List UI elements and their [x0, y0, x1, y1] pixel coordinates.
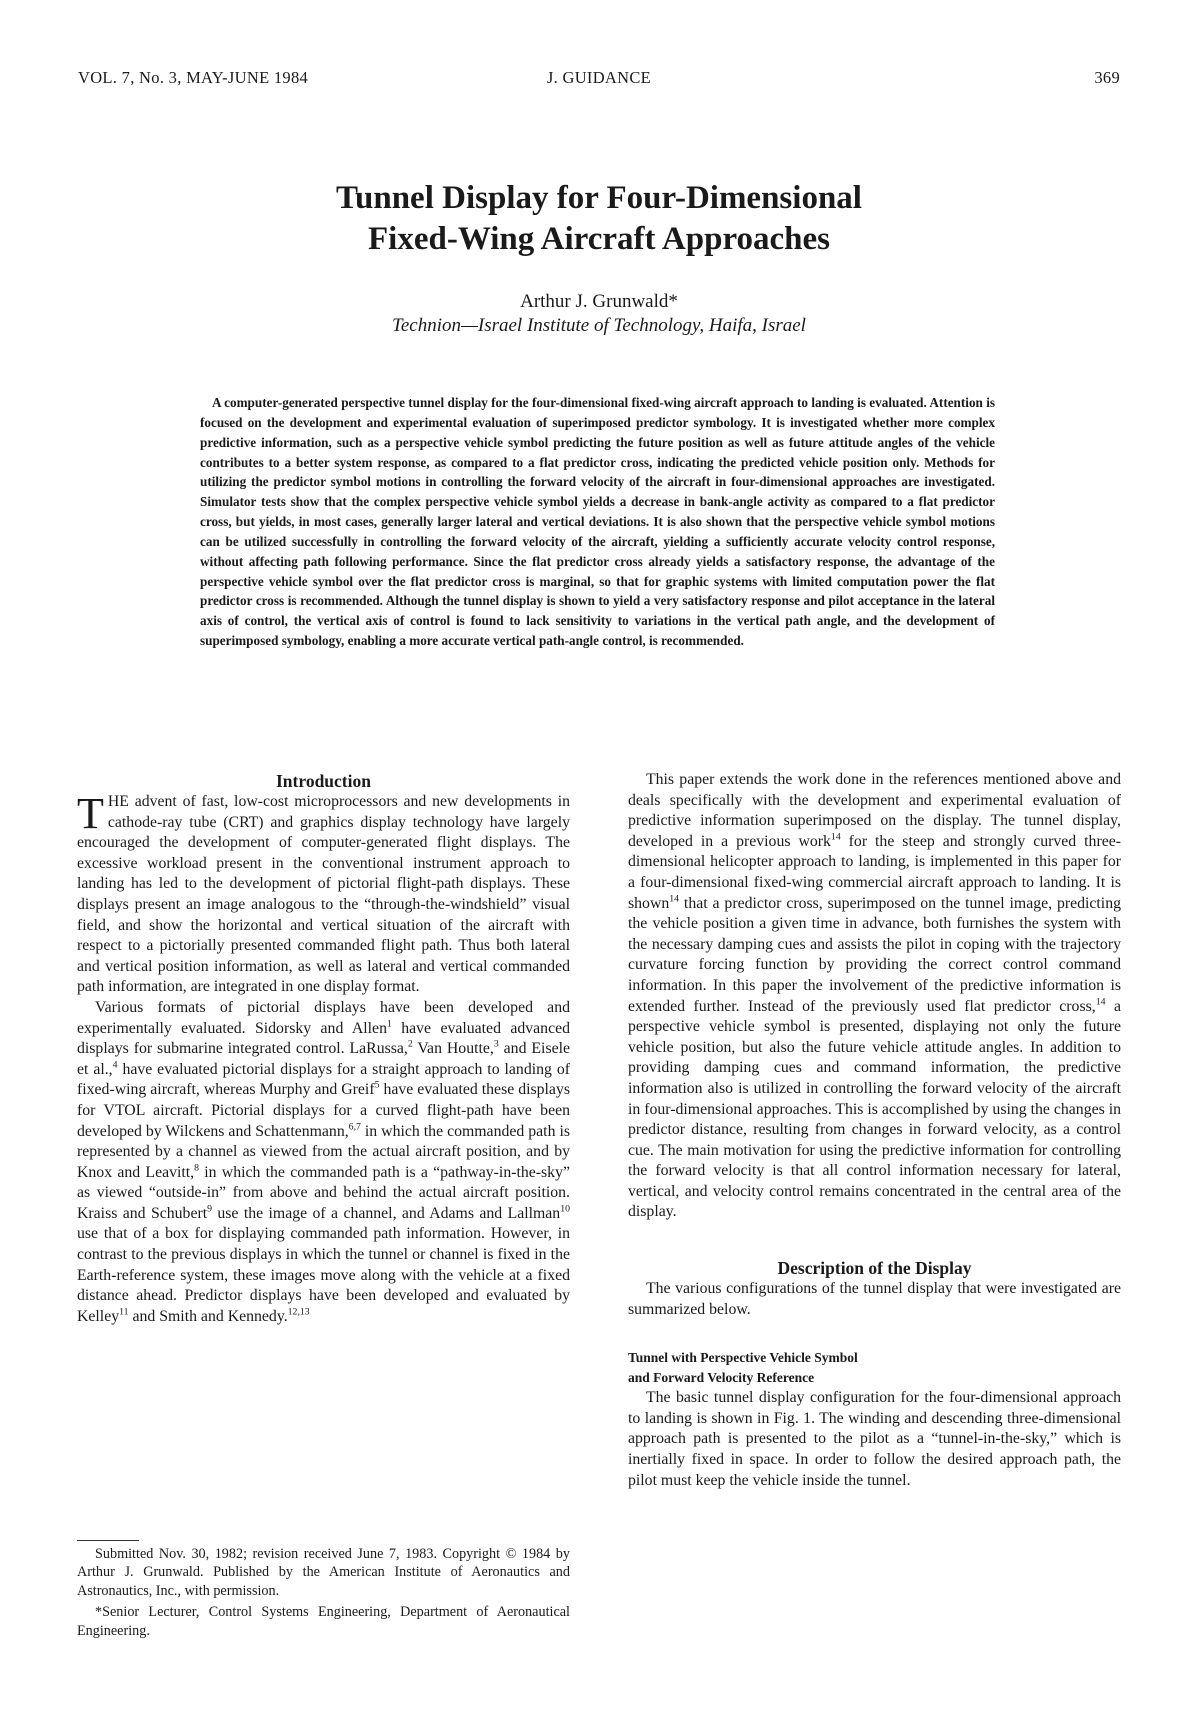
text-run: Van Houtte,: [412, 1040, 494, 1058]
footnote-submission: Submitted Nov. 30, 1982; revision received June 7, 1983. Copyright © 1984 by Arthur J. Grunwald. Published by the American Institute of Aeronautics and Astronautics, Inc., with permission.: [77, 1546, 570, 1599]
journal-volume: VOL. 7, No. 3, MAY-JUNE 1984: [78, 68, 309, 87]
text-run: for the steep and strongly curved three-dimensional helicopter approach to landing, is implemented in this paper for a four-dimensional fixed-wing commercial aircraft approach to landing. It is shown: [628, 832, 1121, 912]
text-run: a perspective vehicle symbol is presented, displaying not only the future vehicle position, but also the future vehicle attitude angles. In addition to providing damping cues and command information, the predictive information also is utilized in controlling the forward velocity of the aircraft in four-dimensional approaches. This is accomplished by using the changes in predictor distance, resulting from changes in forward velocity, as a control cue. The main motivation for using the predictive information for controlling the forward velocity is that all control information necessary for lateral, vertical, and velocity control remains concentrated in the central area of the display.: [628, 997, 1121, 1221]
text-run: use that of a box for displaying commanded path information. However, in contrast to the previous displays in which the tunnel or channel is fixed in the Earth-reference system, these images move along with the vehicle at a fixed distance ahead. Predictor displays have been developed and evaluated by Kelley: [77, 1225, 570, 1325]
text-run: and Eisele et al.,: [77, 1040, 571, 1078]
left-column: [77, 770, 570, 1327]
footnote-rule: [77, 1540, 139, 1541]
text-run: Various formats of pictorial displays have been developed and experimentally evaluated. Sidorsky and Allen: [77, 998, 570, 1037]
reference-marker: 9: [207, 1203, 212, 1215]
reference-marker: 5: [374, 1080, 380, 1092]
subsection-heading: [628, 1348, 1121, 1388]
reference-marker: 14: [830, 831, 841, 843]
reference-marker: 8: [194, 1162, 199, 1174]
description-heading: Description of the Display: [777, 1258, 972, 1279]
subsection-heading-line-1: Tunnel with Perspective Vehicle Symbol: [628, 1350, 858, 1366]
text-run: in which the commanded path is represented by a channel as viewed from the actual aircraft position, and by Knox and Leavitt,: [77, 1122, 570, 1181]
text-run: use the image of a channel, and Adams and Lallman: [212, 1204, 561, 1222]
introduction-heading: Introduction: [276, 771, 371, 791]
right-column: [628, 770, 1121, 1491]
running-head: [78, 68, 1120, 90]
paper-title-line-2: Fixed-Wing Aircraft Approaches: [368, 221, 830, 257]
subsection-paragraph: The basic tunnel display configuration for the four-dimensional approach to landing is shown in Fig. 1. The winding and descending three-dimensional approach path is presented to the pilot as a “tunnel-in-the-sky,” which is inertially fixed in space. In order to follow the desired approach path, the pilot must keep the vehicle inside the tunnel.: [628, 1389, 1121, 1489]
description-paragraph: The various configurations of the tunnel display that were investigated are summarized below.: [628, 1280, 1121, 1318]
author-affiliation: Technion—Israel Institute of Technology, Haifa, Israel: [392, 315, 806, 336]
introduction-paragraph-1: [77, 789, 570, 998]
right-paragraph-1: [628, 770, 1121, 1223]
reference-marker: 11: [119, 1306, 129, 1318]
text-run: and Smith and Kennedy.: [128, 1307, 288, 1325]
page-number: 369: [1094, 68, 1120, 87]
reference-marker: 3: [493, 1038, 499, 1050]
abstract-text: A computer-generated perspective tunnel display for the four-dimensional fixed-wing aircraft approach to landing is evaluated. Attention is focused on the development and experimental evaluation of superimposed predictor symbology. It is investigated whether more complex predictive information, such as a perspective vehicle symbol predicting the future position as well as future attitude angles of the vehicle contributes to a better system response, as compared to a flat predictor cross, indicating the predicted vehicle position only. Methods for utilizing the predictor symbol motions in controlling the forward velocity of the aircraft in four-dimensional approaches are investigated. Simulator tests show that the complex perspective vehicle symbol yields a decrease in bank-angle activity as compared to a flat predictor cross, but yields, in most cases, generally larger lateral and vertical deviations. It is also shown that the perspective vehicle symbol motions can be utilized successfully in controlling the forward velocity of the aircraft, yielding a sufficiently accurate velocity control response, without affecting path following performance. Since the flat predictor cross already yields a satisfactory response, the advantage of the perspective vehicle symbol over the flat predictor cross is marginal, so that for graphic systems with limited computation power the flat predictor cross is recommended. Although the tunnel display is shown to yield a very satisfactory response and pilot acceptance in the lateral axis of control, the vertical axis of control is found to lack sensitivity to variations in the vertical path angle, and the development of superimposed symbology, enabling a more accurate vertical path-angle control, is recommended.: [200, 395, 995, 649]
section-spacer: [628, 1223, 1121, 1257]
author-name: Arthur J. Grunwald*: [520, 291, 678, 312]
paper-title-line-1: Tunnel Display for Four-Dimensional: [336, 180, 862, 216]
reference-marker: 1: [386, 1018, 392, 1030]
footnotes: [77, 1545, 570, 1643]
reference-marker: 10: [560, 1203, 570, 1215]
drop-cap: T: [77, 789, 104, 838]
subsection-heading-line-2: and Forward Velocity Reference: [628, 1370, 815, 1386]
reference-marker: 12,13: [287, 1306, 310, 1318]
text-run: This paper extends the work done in the references mentioned above and deals specifically with the development and experimental evaluation of predictive information superimposed on the display. The tunnel display, developed in a previous work: [628, 771, 1121, 850]
reference-marker: 14: [1095, 996, 1106, 1008]
text-run: in which the commanded path is a “pathway-in-the-sky” as viewed “outside-in” from above and behind the actual aircraft position. Kraiss and Schubert: [77, 1163, 570, 1222]
text-run: have evaluated pictorial displays for a straight approach to landing of fixed-wing aircraft, whereas Murphy and Greif: [77, 1060, 570, 1099]
reference-marker: 6,7: [348, 1121, 361, 1133]
journal-name: J. GUIDANCE: [546, 68, 652, 87]
text-run: that a predictor cross, superimposed on the tunnel image, predicting the vehicle position a given time in advance, both furnishes the system with the necessary damping cues and assists the pilot in coping with the trajectory curvature forcing function by providing the correct control command information. In this paper the involvement of the predictive information is extended further. Instead of the previously used flat predictor cross,: [628, 894, 1121, 1015]
introduction-paragraph-1-text: HE advent of fast, low-cost microprocessors and new developments in cathode-ray tube (CRT) and graphics display technology have largely encouraged the development of computer-generated flight displays. The excessive workload present in the conventional instrument approach to landing has led to the development of pictorial flight-path displays. These displays present an image analogous to the “through-the-windshield” visual field, and show the horizontal and vertical situation of the aircraft with respect to a pictorially presented commanded flight path. Thus both lateral and vertical position information, as well as lateral and vertical commanded path information, are integrated in one display format.: [77, 793, 570, 996]
abstract: [200, 393, 995, 651]
reference-marker: 14: [669, 893, 680, 905]
text-run: have evaluated these displays for VTOL aircraft. Pictorial displays for a curved flight-path have been developed by Wilckens and Schattenmann,: [77, 1081, 570, 1140]
reference-marker: 2: [407, 1038, 413, 1050]
footnote-author: *Senior Lecturer, Control Systems Engineering, Department of Aeronautical Engineering.: [77, 1604, 570, 1639]
title-block: [78, 178, 1120, 338]
introduction-paragraph-2: [77, 998, 570, 1328]
reference-marker: 4: [112, 1059, 118, 1071]
text-run: have evaluated advanced displays for submarine integrated control. LaRussa,: [77, 1019, 570, 1058]
